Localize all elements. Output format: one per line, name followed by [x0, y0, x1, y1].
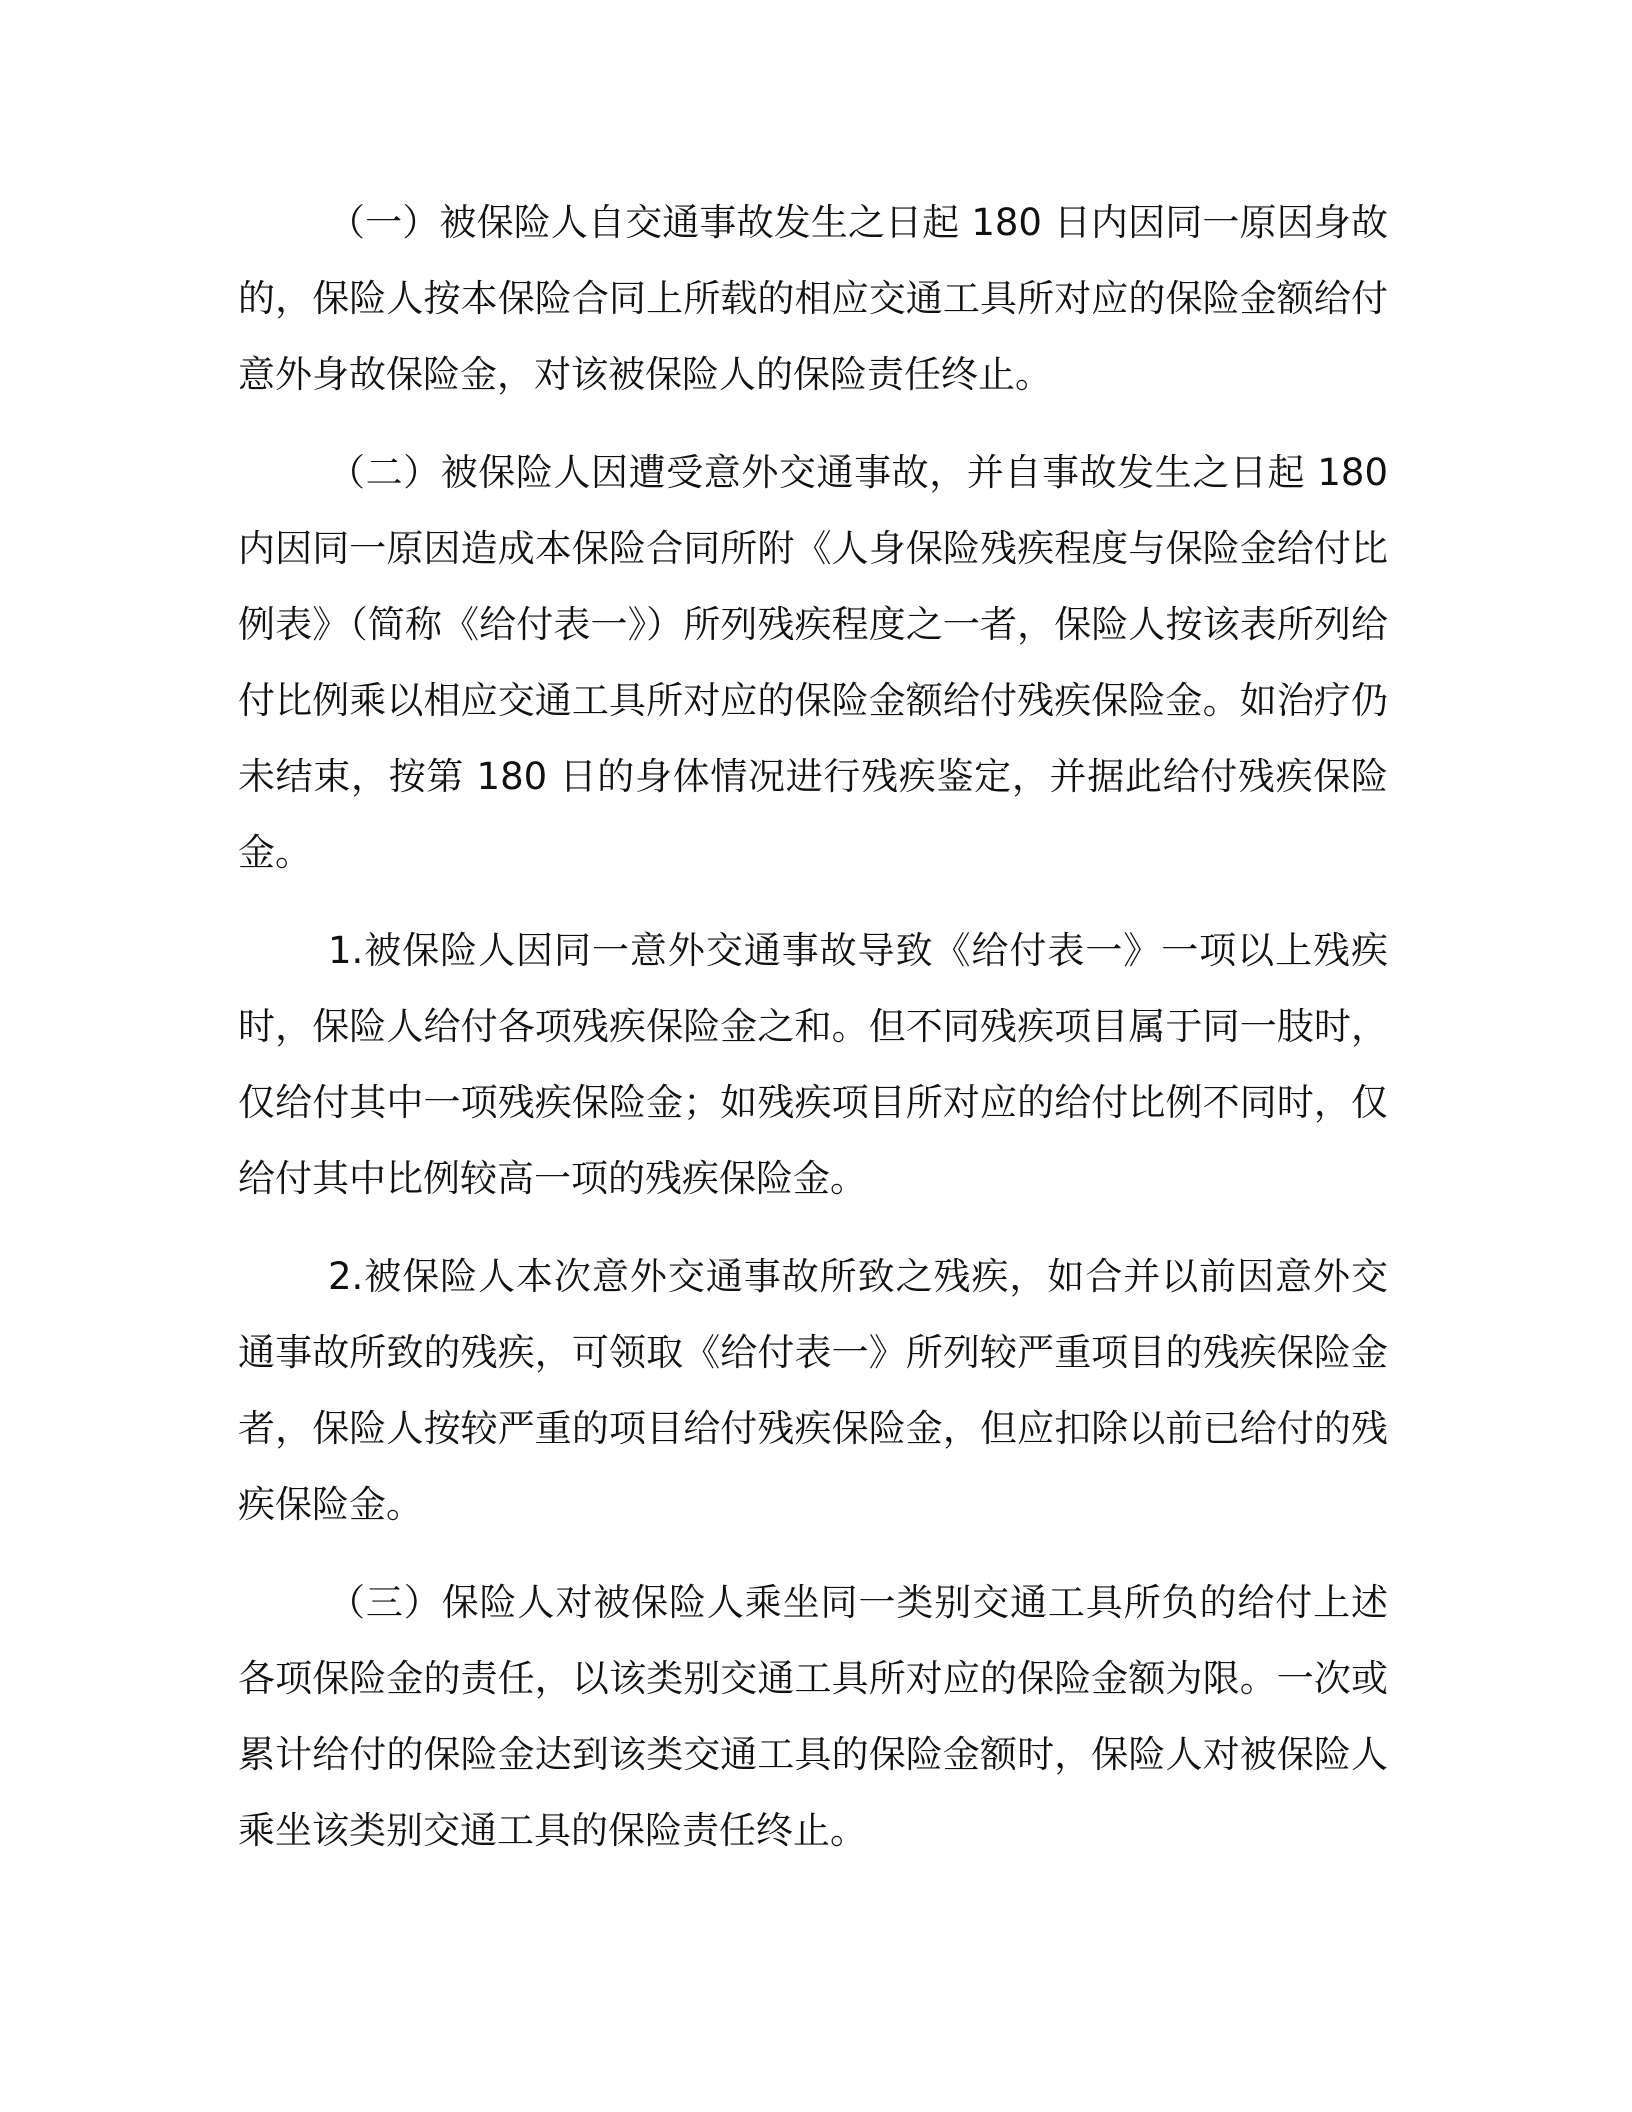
paragraph-spacer [238, 1543, 1388, 1565]
paragraph-spacer [238, 413, 1388, 435]
clause-1-paragraph: （一）被保险人自交通事故发生之日起 180 日内因同一原因身故的，保险人按本保险合同上所载的相应交通工具所对应的保险金额给付意外身故保险金，对该被保险人的保险责任终止。 [238, 201, 1388, 396]
sub-clause-2-paragraph: 2.被保险人本次意外交通事故所致之残疾，如合并以前因意外交通事故所致的残疾，可领取《给付表一》所列较严重项目的残疾保险金者，保险人按较严重的项目给付残疾保险金，但应扣除以前已给付的残疾保险金。 [238, 1255, 1388, 1526]
sub-clause-1-paragraph: 1.被保险人因同一意外交通事故导致《给付表一》一项以上残疾时，保险人给付各项残疾保险金之和。但不同残疾项目属于同一肢时，仅给付其中一项残疾保险金；如残疾项目所对应的给付比例不同时，仅给付其中比例较高一项的残疾保险金。 [238, 929, 1388, 1200]
clause-3-paragraph: （三）保险人对被保险人乘坐同一类别交通工具所负的给付上述各项保险金的责任，以该类别交通工具所对应的保险金额为限。一次或累计给付的保险金达到该类交通工具的保险金额时，保险人对被保险人乘坐该类别交通工具的保险责任终止。 [238, 1581, 1388, 1852]
document-body [238, 185, 1388, 1869]
paragraph-spacer [238, 1217, 1388, 1239]
paragraph-spacer [238, 891, 1388, 913]
clause-2-paragraph: （二）被保险人因遭受意外交通事故，并自事故发生之日起 180 内因同一原因造成本保险合同所附《人身保险残疾程度与保险金给付比例表》（简称《给付表一》）所列残疾程度之一者，保险人按该表所列给付比例乘以相应交通工具所对应的保险金额给付残疾保险金。如治疗仍未结束，按第 180 日的身体情况进行残疾鉴定，并据此给付残疾保险金。 [238, 451, 1388, 874]
